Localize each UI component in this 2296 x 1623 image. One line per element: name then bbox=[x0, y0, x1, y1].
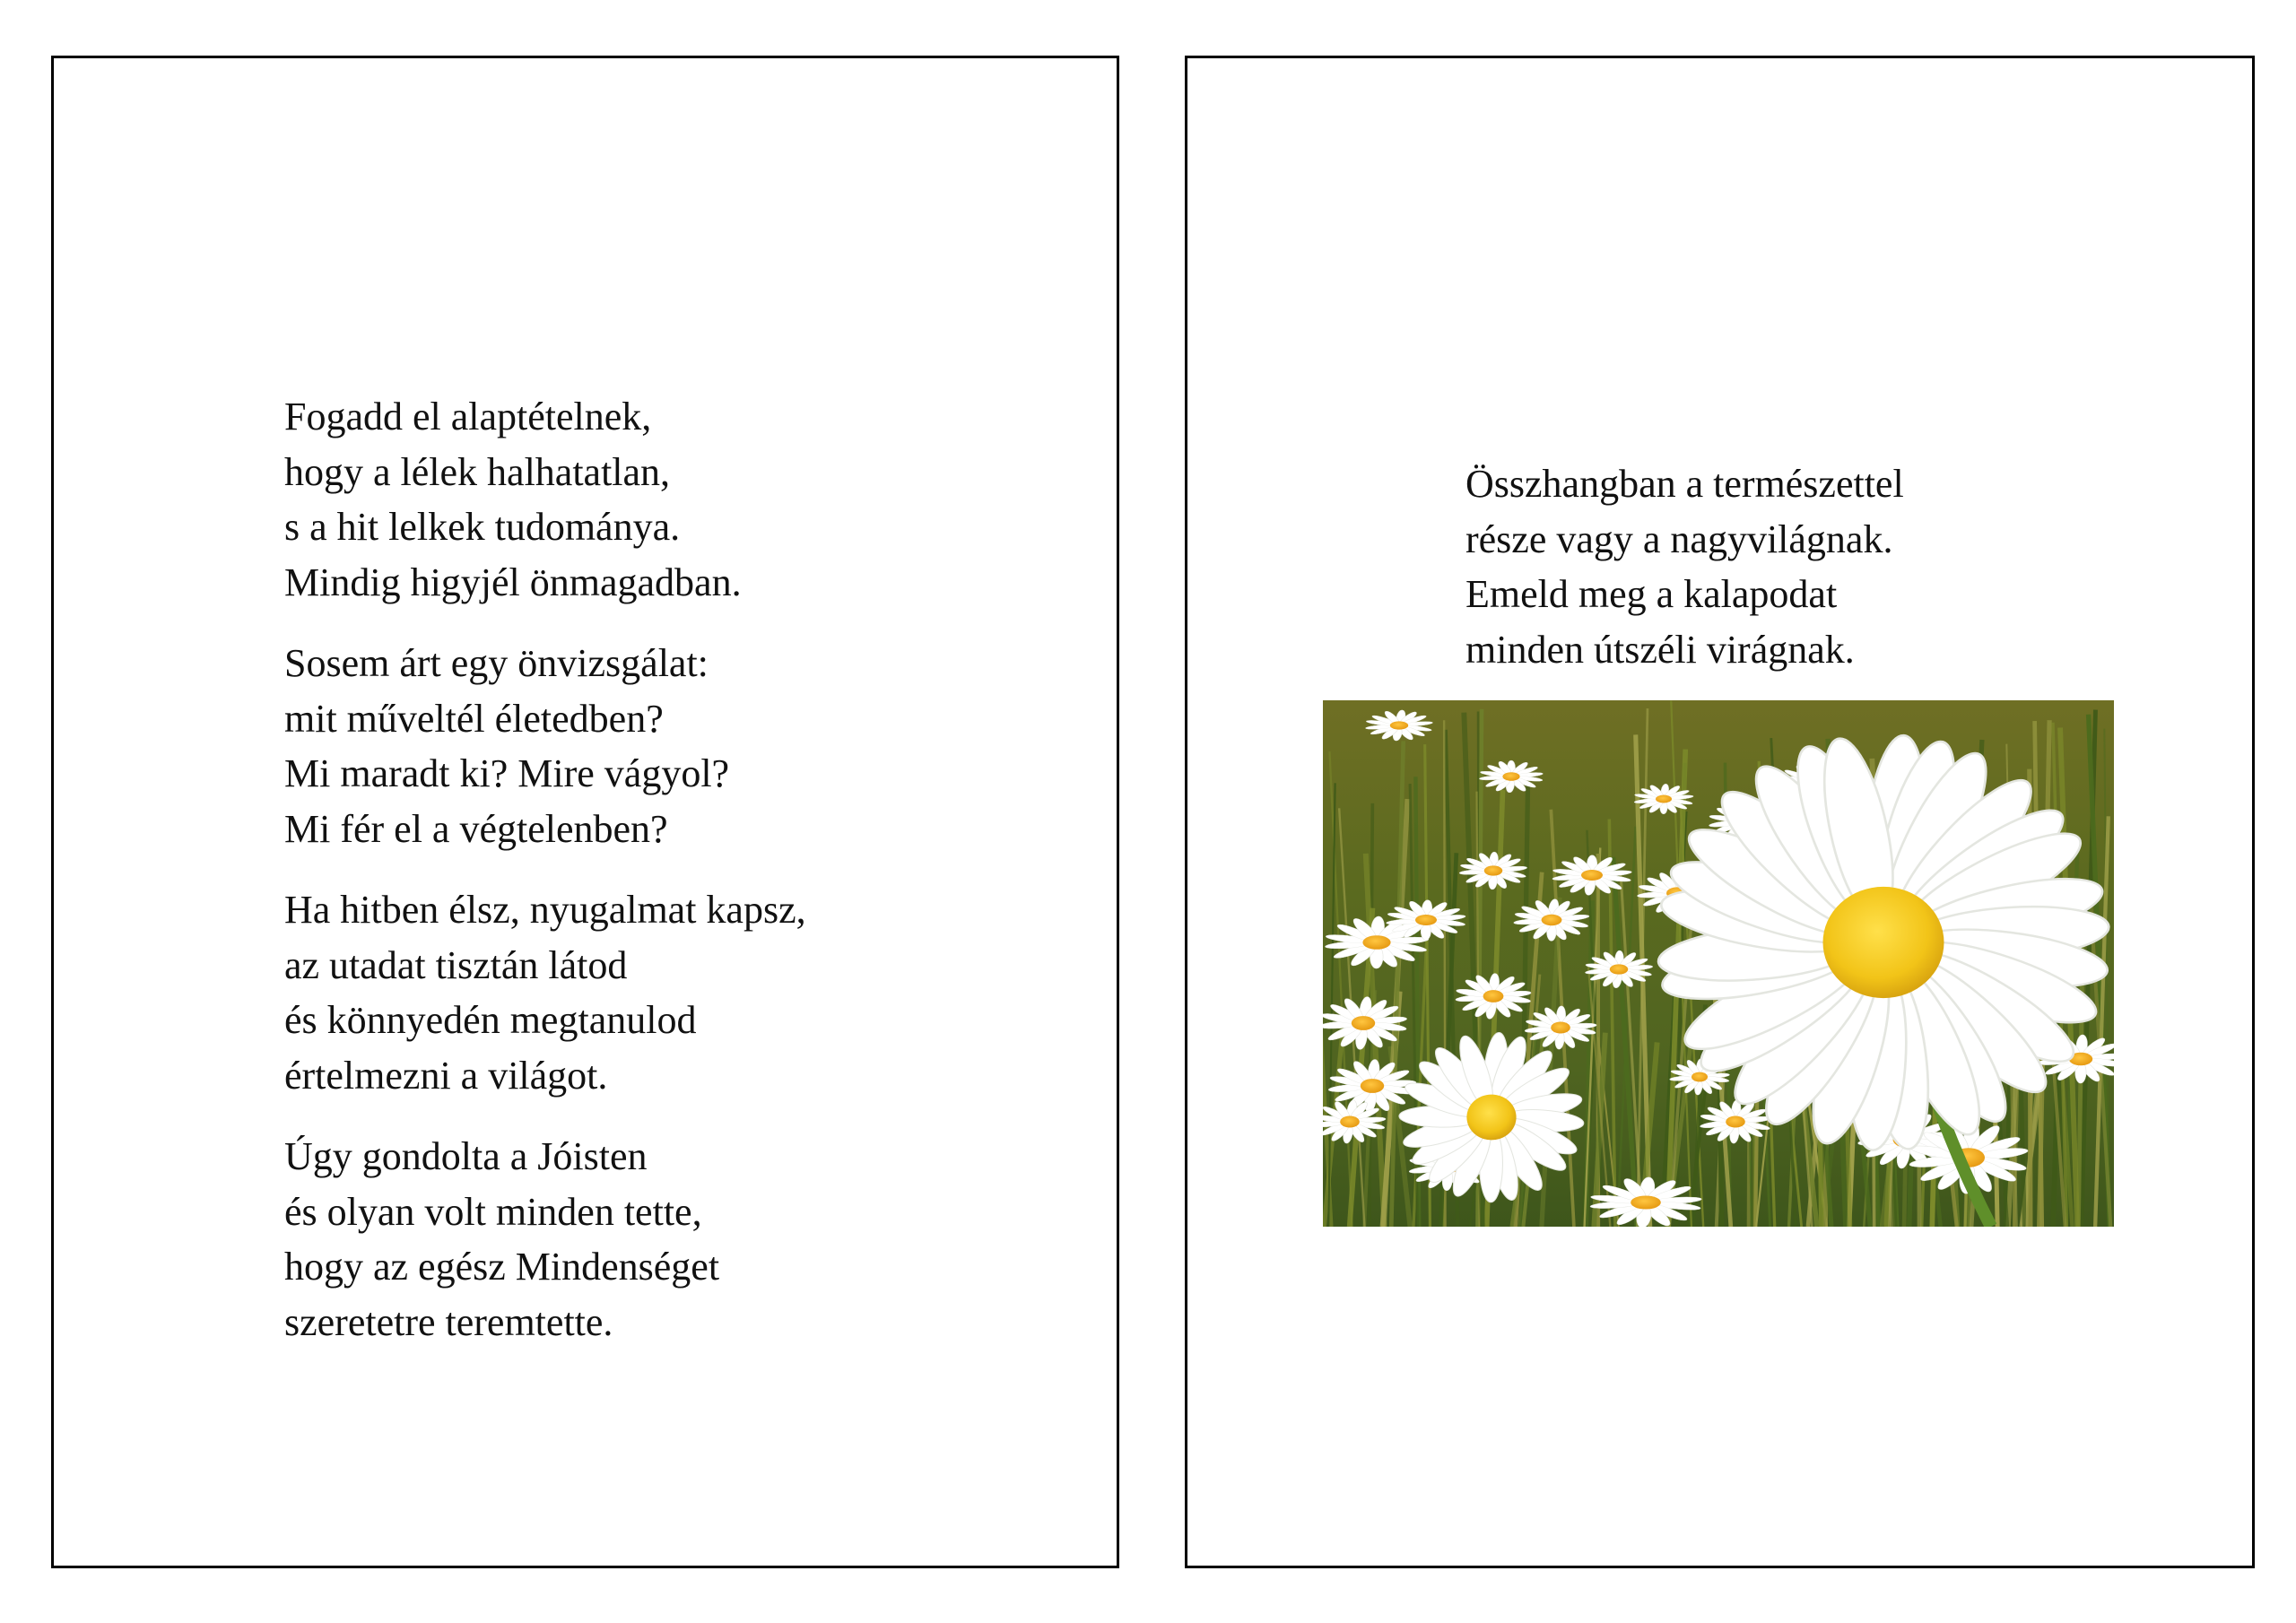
right-page bbox=[1185, 56, 2255, 1568]
daisy-meadow-photo bbox=[1323, 700, 2114, 1227]
poem-line: Úgy gondolta a Jóisten bbox=[284, 1134, 648, 1178]
stanza bbox=[284, 882, 806, 1103]
poem-line: értelmezni a világot. bbox=[284, 1053, 608, 1098]
poem-line: Fogadd el alaptételnek, bbox=[284, 395, 652, 438]
poem-line: és olyan volt minden tette, bbox=[284, 1189, 702, 1234]
left-page bbox=[51, 56, 1119, 1568]
poem-line: az utadat tisztán látod bbox=[284, 942, 628, 987]
poem-line: hogy az egész Mindenséget bbox=[284, 1245, 720, 1289]
stanza bbox=[284, 389, 806, 610]
poem-left bbox=[284, 389, 806, 1350]
stanza bbox=[1465, 456, 1904, 677]
poem-line: és könnyedén megtanulod bbox=[284, 998, 697, 1042]
poem-line: Összhangban a természettel bbox=[1465, 462, 1904, 506]
poem-line: Mindig higyjél önmagadban. bbox=[284, 560, 742, 604]
poem-line: Mi maradt ki? Mire vágyol? bbox=[284, 751, 730, 795]
poem-line: Sosem árt egy önvizsgálat: bbox=[284, 641, 709, 685]
poem-line: minden útszéli virágnak. bbox=[1465, 627, 1855, 672]
poem-line: mit műveltél életedben? bbox=[284, 696, 664, 741]
poem-line: Emeld meg a kalapodat bbox=[1465, 572, 1838, 616]
poem-line: Mi fér el a végtelenben? bbox=[284, 806, 668, 851]
poem-line: hogy a lélek halhatatlan, bbox=[284, 449, 671, 494]
poem-line: szeretetre teremtette. bbox=[284, 1299, 613, 1344]
poem-line: része vagy a nagyvilágnak. bbox=[1465, 516, 1893, 561]
poem-right bbox=[1465, 456, 1904, 677]
poem-line: Ha hitben élsz, nyugalmat kapsz, bbox=[284, 888, 806, 932]
poem-line: s a hit lelkek tudománya. bbox=[284, 505, 681, 549]
stanza bbox=[284, 1129, 806, 1350]
stanza bbox=[284, 636, 806, 856]
